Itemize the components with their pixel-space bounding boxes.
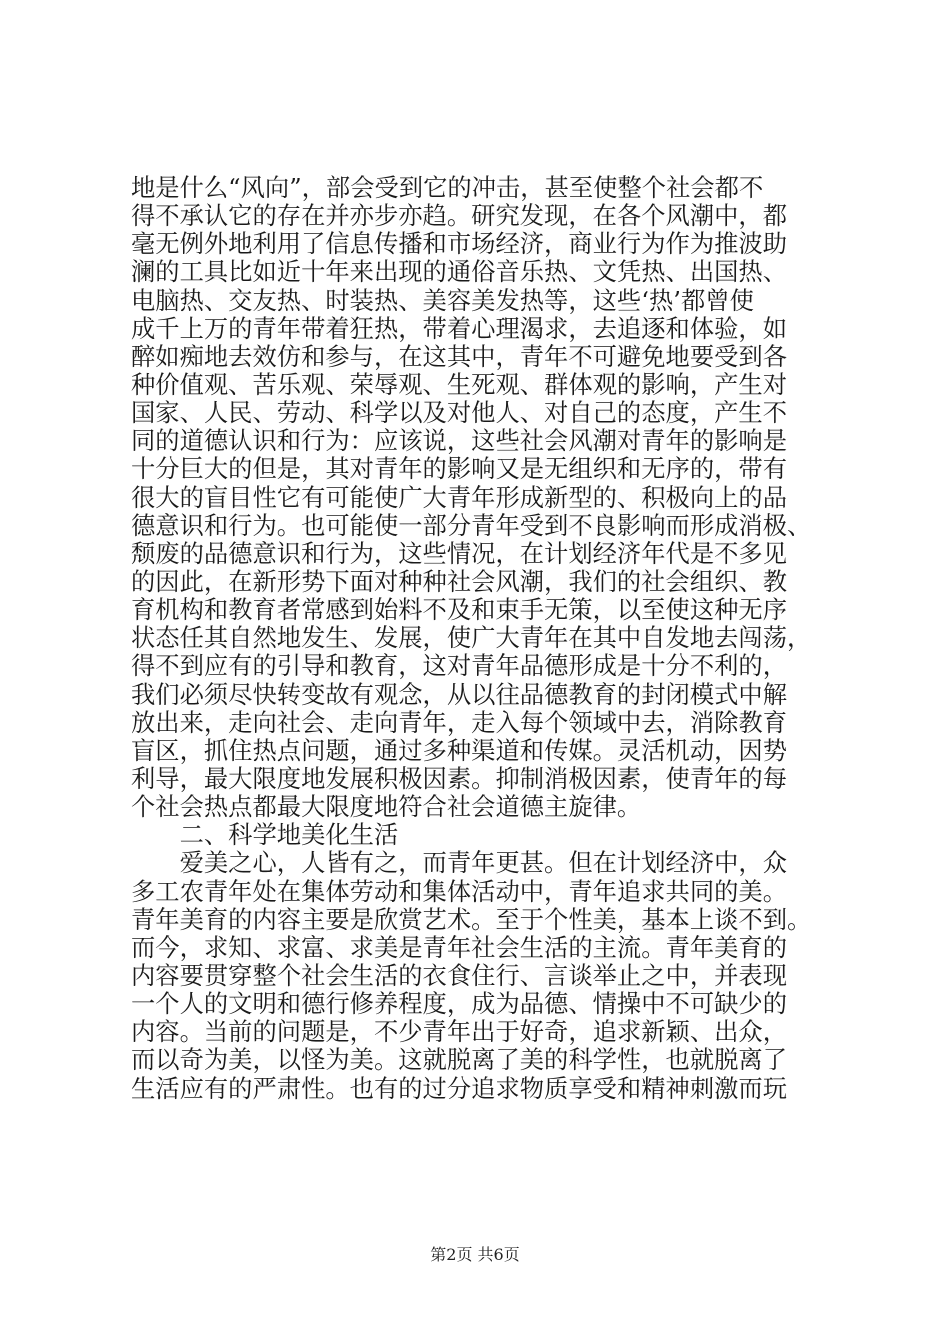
text-line: 青年美育的内容主要是欣赏艺术。至于个性美，基本上谈不到。: [131, 904, 812, 934]
text-line: 德意识和行为。也可能使一部分青年受到不良影响而形成消极、: [131, 510, 812, 540]
text-line: 地是什么“风向”，部会受到它的冲击，甚至使整个社会都不: [131, 173, 764, 202]
text-line: 盲区，抓住热点问题，通过多种渠道和传媒。灵活机动，因势: [131, 735, 788, 765]
text-line: 状态任其自然地发生、发展，使广大青年在其中自发地去闯荡，: [131, 623, 812, 653]
text-line: 利导，最大限度地发展积极因素。抑制消极因素，使青年的每: [131, 763, 788, 793]
text-line: 而以奇为美，以怪为美。这就脱离了美的科学性，也就脱离了: [131, 1045, 788, 1075]
text-line: 内容。当前的问题是，不少青年出于好奇，追求新颖、出众，: [131, 1017, 788, 1047]
text-line: 内容要贯穿整个社会生活的衣食住行、言谈举止之中，并表现: [131, 960, 788, 990]
text-line: 而今，求知、求富、求美是青年社会生活的主流。青年美育的: [131, 932, 788, 962]
text-line: 毫无例外地利用了信息传播和市场经济，商业行为作为推波助: [131, 229, 788, 259]
text-line: 同的道德认识和行为：应该说，这些社会风潮对青年的影响是: [131, 426, 788, 456]
text-line: 爱美之心，人皆有之，而青年更甚。但在计划经济中，众: [131, 848, 788, 878]
text-line: 很大的盲目性它有可能使广大青年形成新型的、积极向上的品: [131, 482, 788, 512]
text-line: 电脑热、交友热、时装热、美容美发热等，这些‘热’都曾使: [131, 285, 754, 315]
text-line: 澜的工具比如近十年来出现的通俗音乐热、文凭热、出国热、: [131, 257, 788, 287]
text-line: 生活应有的严肃性。也有的过分追求物质享受和精神刺激而玩: [131, 1073, 788, 1103]
text-line: 颓废的品德意识和行为，这些情况，在计划经济年代是不多见: [131, 538, 788, 568]
section-heading: 二、科学地美化生活: [131, 820, 399, 850]
text-line: 得不到应有的引导和教育，这对青年品德形成是十分不利的，: [131, 651, 788, 681]
text-line: 多工农青年处在集体劳动和集体活动中，青年追求共同的美。: [131, 876, 788, 906]
page-number-footer: 第2页 共6页: [430, 1245, 520, 1264]
text-line: 种价值观、苦乐观、荣辱观、生死观、群体观的影响，产生对: [131, 369, 788, 399]
text-line: 成千上万的青年带着狂热，带着心理渴求，去追逐和体验，如: [131, 313, 788, 343]
text-line: 十分巨大的但是，其对青年的影响又是无组织和无序的，带有: [131, 454, 788, 484]
text-line: 个社会热点都最大限度地符合社会道德主旋律。: [131, 792, 642, 822]
text-line: 育机构和教育者常感到始料不及和束手无策，以至使这种无序: [131, 595, 788, 625]
text-line: 一个人的文明和德行修养程度，成为品德、情操中不可缺少的: [131, 989, 788, 1019]
text-line: 的因此，在新形势下面对种种社会风潮，我们的社会组织、教: [131, 566, 788, 596]
text-line: 国家、人民、劳动、科学以及对他人、对自己的态度，产生不: [131, 398, 788, 428]
text-line: 醉如痴地去效仿和参与，在这其中，青年不可避免地要受到各: [131, 341, 788, 371]
text-line: 放出来，走向社会、走向青年，走入每个领域中去，消除教育: [131, 707, 788, 737]
document-body: [131, 174, 827, 1103]
text-line: 我们必须尽快转变故有观念，从以往品德教育的封闭模式中解: [131, 679, 788, 709]
text-line: 得不承认它的存在并亦步亦趋。研究发现，在各个风潮中，都: [131, 201, 788, 231]
